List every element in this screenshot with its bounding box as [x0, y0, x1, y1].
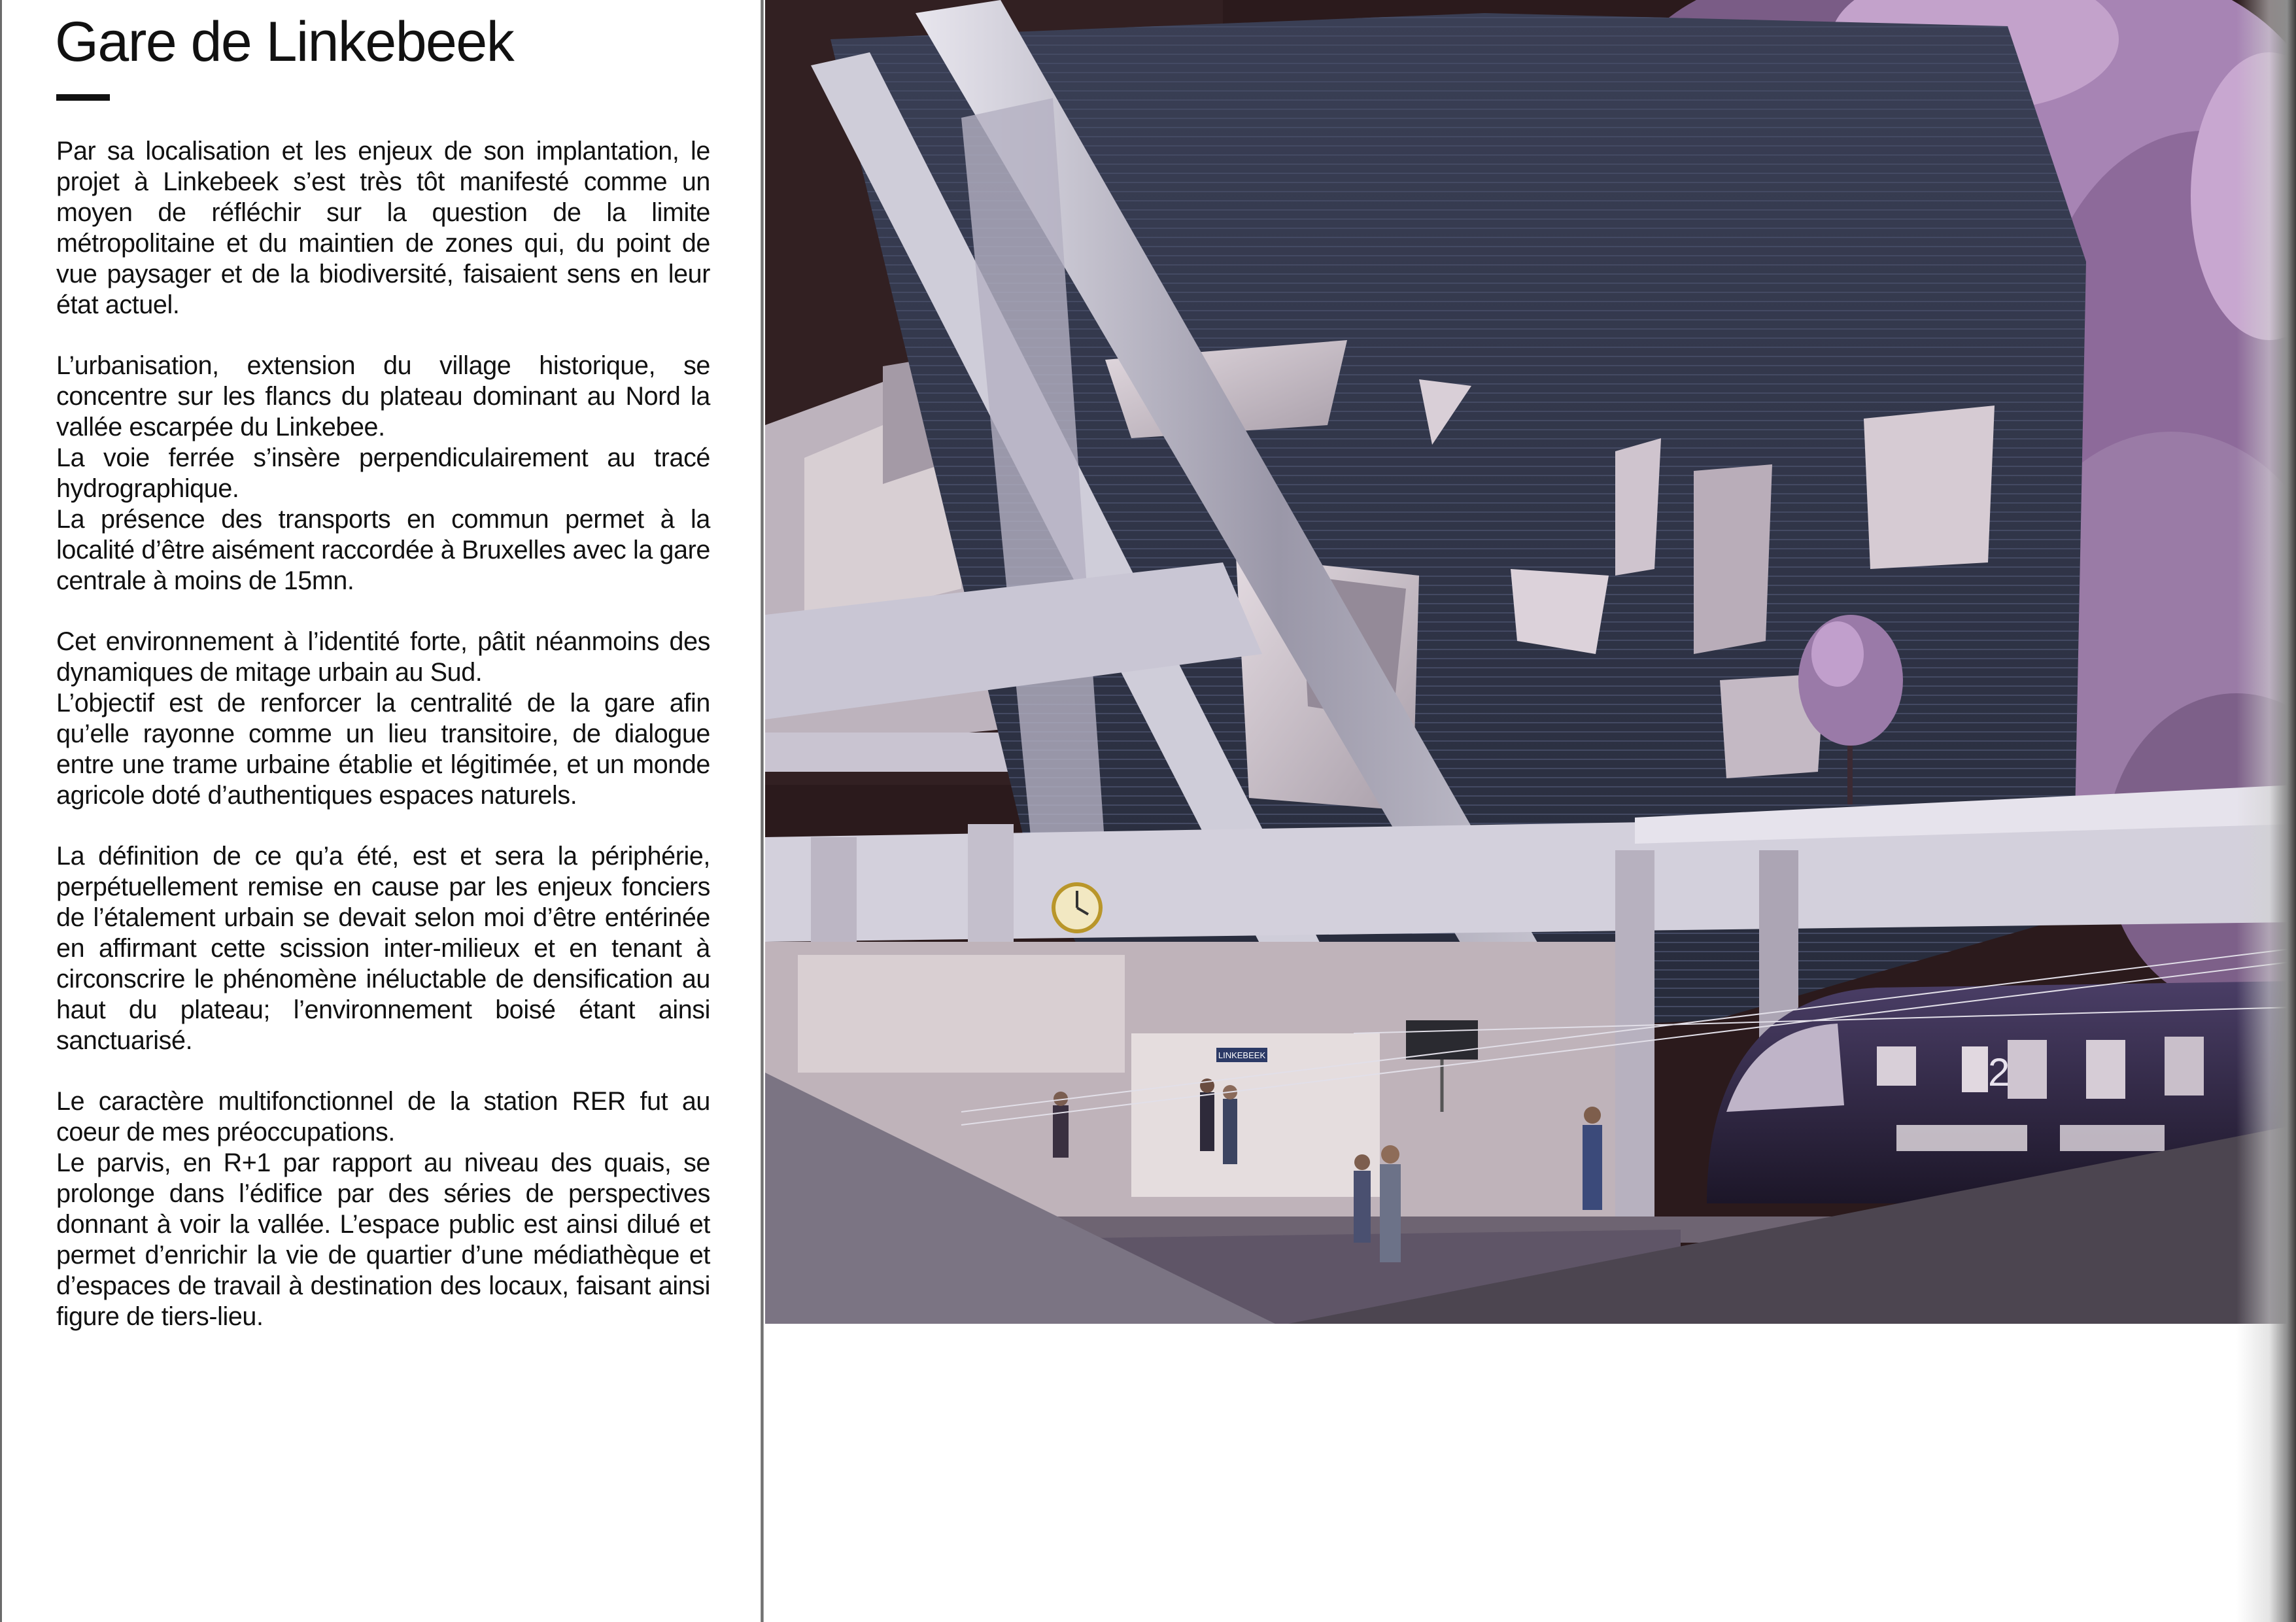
- station-sign-label: LINKEBEEK: [1218, 1050, 1266, 1060]
- book-spine: [761, 0, 764, 1622]
- text-line: Cet environnement à l’identité forte, pâtit néanmoins des dynamiques de mitage urbain au Sud.: [56, 627, 710, 687]
- paragraph-5: [56, 1086, 710, 1332]
- page-edge: [0, 0, 2, 1622]
- info-board: [1406, 1020, 1478, 1060]
- page-title: Gare de Linkebeek: [55, 10, 514, 73]
- left-page: [0, 0, 762, 1622]
- text-line: L’urbanisation, extension du village historique, se concentre sur les flancs du plateau dominant au Nord la vallée escarpée du Linkebee.: [56, 351, 710, 441]
- body-text: [56, 136, 710, 1362]
- text-line: Le caractère multifonctionnel de la station RER fut au coeur de mes préoccupations.: [56, 1087, 710, 1147]
- paragraph-2: [56, 351, 710, 596]
- paragraph-4: [56, 841, 710, 1056]
- paragraph-3: [56, 627, 710, 811]
- page-curl: [2236, 0, 2296, 1622]
- train-number: 2: [1988, 1050, 2010, 1094]
- paragraph-1: [56, 136, 710, 320]
- text-line: La définition de ce qu’a été, est et sera la périphérie, perpétuellement remise en cause par les enjeux fonciers de l’étalement urbain se devait selon moi d’être entérinée en affirmant cette scission inter-milieux et en tenant à circonscrire le phénomène inéluctable de densification au haut du plateau; l’environnement boisé étant ainsi sanctuarisé.: [56, 842, 710, 1055]
- station-rendering: [765, 0, 2295, 1324]
- text-line: Le parvis, en R+1 par rapport au niveau des quais, se prolonge dans l’édifice par des séries de perspectives donnant à voir la vallée. L’espace public est ainsi dilué et permet d’enrichir la vie de quartier d’une médiathèque et d’espaces de travail à destination des locaux, faisant ainsi figure de tiers-lieu.: [56, 1148, 710, 1331]
- text-line: La voie ferrée s’insère perpendiculairement au tracé hydrographique.: [56, 443, 710, 503]
- text-line: L’objectif est de renforcer la centralité de la gare afin qu’elle rayonne comme un lieu transitoire, de dialogue entre une trame urbaine établie et légitimée, et un monde agricole doté d’authentiques espaces naturels.: [56, 689, 710, 810]
- text-line: Par sa localisation et les enjeux de son implantation, le projet à Linkebeek s’est très tôt manifesté comme un moyen de réfléchir sur la question de la limite métropolitaine et du maintien de zones qui, du point de vue paysager et de la biodiversité, faisaient sens en leur état actuel.: [56, 137, 710, 319]
- title-underline: [56, 94, 110, 101]
- text-line: La présence des transports en commun permet à la localité d’être aisément raccordée à Bruxelles avec la gare centrale à moins de 15mn.: [56, 505, 710, 595]
